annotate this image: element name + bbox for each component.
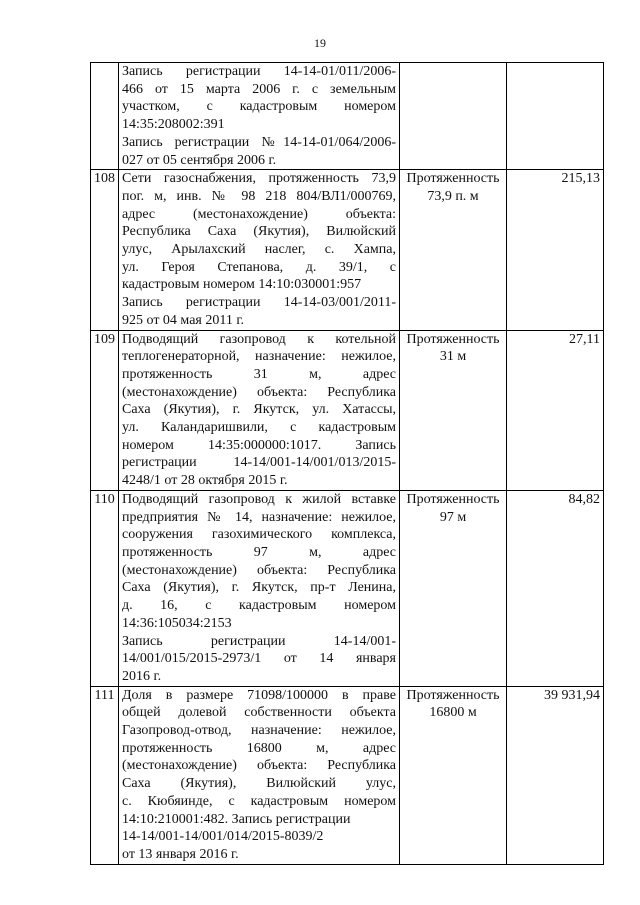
object-description: [119, 490, 400, 686]
description-line: (местонахождение) объекта: Республика: [122, 758, 396, 774]
description-line: Запись регистрации №14-14-01/064/2006-: [122, 134, 396, 150]
description-line: пог. м, инв. № 98 218 804/ВЛ1/000769,: [122, 188, 396, 204]
book-value: 215,13: [507, 170, 604, 330]
description-line: сооружения газохимического комплекса,: [122, 527, 396, 543]
book-value: 84,82: [507, 490, 604, 686]
book-value: [507, 63, 604, 170]
description-line: Подводящий газопровод к жилой вставке: [122, 491, 396, 507]
description-line: (местонахождение) объекта: Республика: [122, 384, 396, 400]
description-line: 2016 г.: [122, 668, 162, 684]
description-line: от 13 января 2016 г.: [122, 846, 239, 862]
description-line: Саха (Якутия), г. Якутск, ул. Хатассы,: [122, 402, 396, 418]
description-line: регистрации 14-14/001-14/001/013/2015-: [122, 455, 396, 471]
row-number: 111: [91, 686, 119, 864]
description-line: протяженность 97 м, адрес: [122, 544, 396, 560]
description-line: 14:10:210001:482. Запись регистрации: [122, 811, 351, 827]
row-number: [91, 63, 119, 170]
description-line: Газопровод-отвод, назначение: нежилое,: [122, 723, 396, 739]
length-line: 73,9 п. м: [427, 188, 479, 204]
object-length: [400, 686, 507, 864]
length-line: 16800 м: [429, 705, 477, 721]
length-line: 31 м: [439, 349, 467, 365]
description-line: 925 от 04 мая 2011 г.: [122, 312, 244, 328]
description-line: Республика Саха (Якутия), Вилюйский: [122, 224, 396, 240]
description-line: 14:36:105034:2153: [122, 615, 232, 631]
description-line: кадастровым номером 14:10:030001:957: [122, 277, 362, 293]
table-row: [91, 686, 604, 864]
property-register-table: [90, 62, 604, 865]
description-line: ул. Каландаришвили, с кадастровым: [122, 420, 396, 436]
length-line: Протяженность: [406, 171, 500, 187]
object-length: [400, 330, 507, 490]
description-line: Запись регистрации 14-14-03/001/2011-: [122, 295, 396, 311]
description-line: 466 от 15 марта 2006 г. с земельным: [122, 81, 396, 97]
page-number: 19: [314, 36, 326, 50]
book-value: 27,11: [507, 330, 604, 490]
description-line: 14-14/001-14/001/014/2015-8039/2: [122, 829, 324, 845]
description-line: Запись регистрации 14-14/001-: [122, 633, 396, 649]
description-line: Запись регистрации 14-14-01/011/2006-: [122, 64, 396, 79]
description-line: общей долевой собственности объекта: [122, 705, 396, 721]
description-line: (местонахождение) объекта: Республика: [122, 562, 396, 578]
object-description: [119, 686, 400, 864]
description-line: адрес (местонахождение) объекта:: [122, 206, 396, 222]
table-row: [91, 330, 604, 490]
object-length: [400, 490, 507, 686]
description-line: 027 от 05 сентября 2006 г.: [122, 152, 277, 168]
description-line: 14/001/015/2015-2973/1 от 14 января: [122, 651, 396, 667]
length-line: Протяженность: [406, 331, 500, 347]
description-line: протяженность 16800 м, адрес: [122, 740, 396, 756]
row-number: 109: [91, 330, 119, 490]
description-line: теплогенераторной, назначение: нежилое,: [122, 349, 396, 365]
table-row: [91, 490, 604, 686]
description-line: Саха (Якутия), Вилюйский улус,: [122, 776, 396, 792]
length-line: Протяженность: [406, 491, 500, 507]
row-number: 110: [91, 490, 119, 686]
description-line: участком, с кадастровым номером: [122, 99, 396, 115]
book-value: 39 931,94: [507, 686, 604, 864]
description-line: Саха (Якутия), г. Якутск, пр-т Ленина,: [122, 580, 396, 596]
description-line: д. 16, с кадастровым номером: [122, 598, 396, 614]
description-line: 14:35:208002:391: [122, 117, 225, 133]
description-line: ул. Героя Степанова, д. 39/1, с: [122, 259, 396, 275]
table-row: [91, 170, 604, 330]
description-line: с. Кюбяинде, с кадастровым номером: [122, 793, 396, 809]
object-description: [119, 330, 400, 490]
description-line: 4248/1 от 28 октября 2015 г.: [122, 473, 288, 489]
object-description: [119, 63, 400, 170]
object-description: [119, 170, 400, 330]
description-line: Доля в размере 71098/100000 в праве: [122, 687, 396, 703]
description-line: протяженность 31 м, адрес: [122, 366, 396, 382]
description-line: номером 14:35:000000:1017. Запись: [122, 437, 396, 453]
object-length: [400, 170, 507, 330]
length-line: 97 м: [439, 509, 467, 525]
description-line: предприятия № 14, назначение: нежилое,: [122, 509, 396, 525]
length-line: Протяженность: [406, 687, 500, 703]
description-line: улус, Арылахский наслег, с. Хампа,: [122, 242, 396, 258]
description-line: Сети газоснабжения, протяженность 73,9: [122, 171, 396, 187]
table-row: [91, 63, 604, 170]
row-number: 108: [91, 170, 119, 330]
object-length: [400, 63, 507, 170]
description-line: Подводящий газопровод к котельной: [122, 331, 396, 347]
